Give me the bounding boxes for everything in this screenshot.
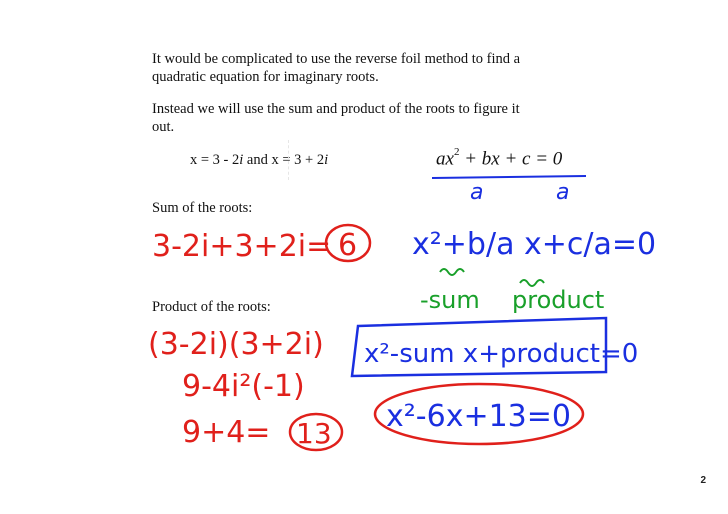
sum-squiggle [440, 269, 464, 275]
minus-sum-label: -sum [420, 286, 480, 314]
sum-label: Sum of the roots: [152, 200, 253, 216]
eq-rest: + bx + c = 0 [459, 148, 563, 170]
denominator-right: a [556, 180, 570, 205]
intro-line-2: quadratic equation for imaginary roots. [152, 69, 379, 85]
product-word-label: product [512, 286, 605, 314]
roots-i-1: i [239, 152, 244, 168]
instead-line-1: Instead we will use the sum and product of the roots to figure it [152, 101, 520, 117]
intro-line-1: It would be complicated to use the reverse foil method to find a [152, 51, 521, 67]
denominator-left: a [470, 180, 484, 205]
fraction-bar [432, 176, 586, 178]
product-work-line-1: (3-2i)(3+2i) [148, 327, 324, 362]
product-work-line-3: 9+4= [182, 415, 271, 450]
product-label: Product of the roots: [152, 299, 271, 315]
roots-mid: and x = 3 + 2 [243, 152, 325, 168]
page-number: 2 [700, 475, 706, 486]
boxed-formula: x²-sum x+product=0 [364, 339, 639, 369]
roots-prefix: x = 3 - 2 [190, 152, 240, 168]
eq-exponent: 2 [453, 146, 460, 158]
sum-work: 3-2i+3+2i= [152, 229, 332, 264]
final-equation: x²-6x+13=0 [386, 399, 571, 434]
roots-i-2: i [324, 152, 329, 168]
eq-ax: ax [436, 148, 454, 170]
instead-line-2: out. [152, 119, 175, 135]
product-result: 13 [296, 417, 332, 450]
product-work-line-2: 9-4i²(-1) [182, 369, 305, 404]
general-form: x²+b/a x+c/a=0 [412, 227, 657, 262]
sum-result: 6 [338, 228, 358, 263]
